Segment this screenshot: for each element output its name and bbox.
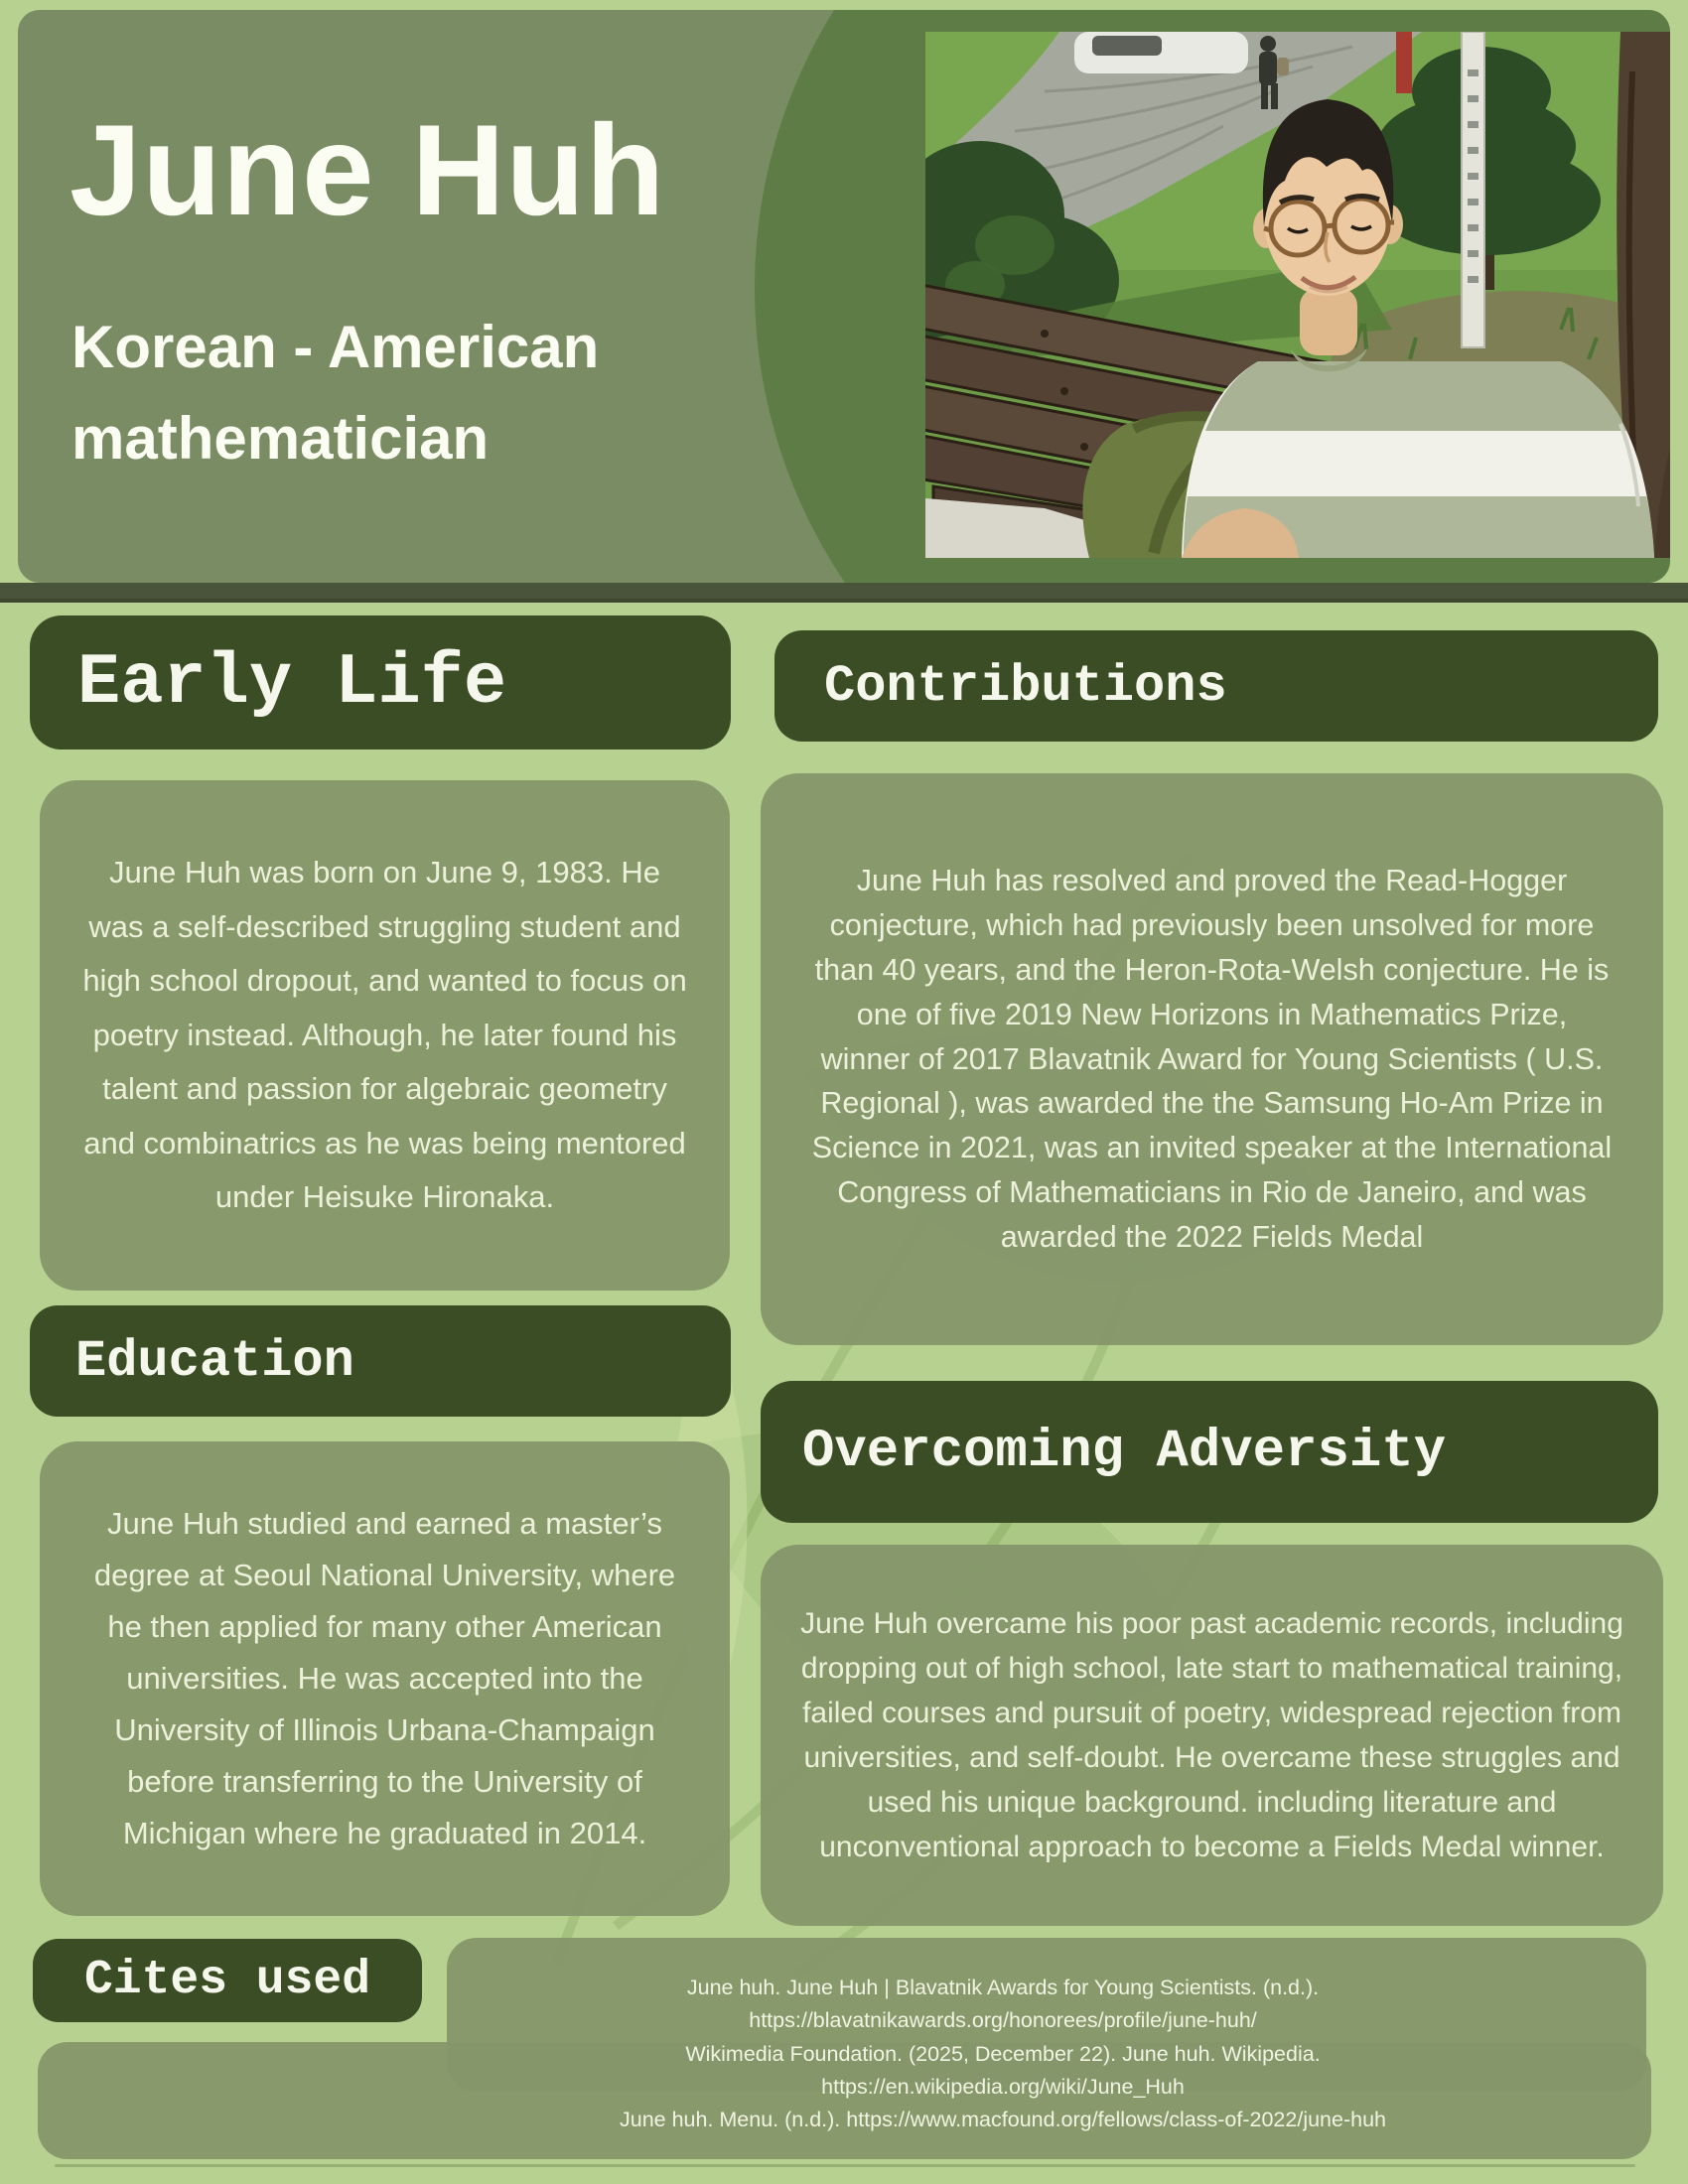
section-title-education xyxy=(30,1305,731,1417)
early-life-title-label: Early Life xyxy=(77,641,507,724)
citation-line: June huh. Menu. (n.d.). https://www.macfound.org/fellows/class-of-2022/june-huh xyxy=(619,2108,1387,2132)
sign-pole xyxy=(1462,32,1484,347)
park-scene xyxy=(925,32,1670,558)
page-subtitle: Korean - American mathematician xyxy=(71,314,600,472)
separator-bar xyxy=(0,583,1688,603)
citations-text xyxy=(397,1972,1609,2137)
citation-line: Wikimedia Foundation. (2025, December 22). June huh. Wikipedia. xyxy=(685,2041,1321,2066)
red-post xyxy=(1396,32,1412,93)
education-body: June Huh studied and earned a master’s degree at Seoul National University, where he then applied for many other American universities. He was accepted into the University of Illinois Urbana-Champaign before transferring to the University of Michigan where he graduated in 2014. xyxy=(93,1505,676,1851)
early-life-box xyxy=(40,780,730,1291)
page-title: June Huh xyxy=(70,97,666,242)
section-title-overcoming-adversity xyxy=(761,1381,1658,1523)
overcoming-adversity-box xyxy=(761,1545,1663,1926)
portrait-photo xyxy=(925,32,1670,558)
section-title-early-life xyxy=(30,615,731,750)
early-life-body: June Huh was born on June 9, 1983. He was a self-described struggling student and high school dropout, and wanted to focus on poetry instead. Although, he later found his talent and passion for algebraic geometry and combinatrics as he was being mentored under Heisuke Hironaka. xyxy=(82,855,687,1215)
section-title-contributions xyxy=(774,630,1658,742)
overcoming-adversity-title-label: Overcoming Adversity xyxy=(802,1422,1447,1482)
white-van xyxy=(1074,32,1248,73)
citation-line: June huh. June Huh | Blavatnik Awards for Young Scientists. (n.d.). xyxy=(686,1976,1320,1999)
contributions-title-label: Contributions xyxy=(824,656,1227,716)
contributions-box xyxy=(761,773,1663,1345)
section-title-cites-used xyxy=(33,1939,422,2022)
bottom-edge-line xyxy=(55,2164,1635,2167)
education-box xyxy=(40,1441,730,1916)
citation-line: https://en.wikipedia.org/wiki/June_Huh xyxy=(821,2074,1185,2099)
overcoming-adversity-body: June Huh overcame his poor past academic records, including dropping out of high school, late start to mathematical training, failed courses and pursuit of poetry, widespread rejection from universities, and self-doubt. He overcame these struggles and used his unique background. including literature and unconventional approach to become a Fields Medal winner. xyxy=(800,1607,1623,1863)
education-title-label: Education xyxy=(75,1331,354,1391)
contributions-body: June Huh has resolved and proved the Read-Hogger conjecture, which had previously been unsolved for more than 40 years, and the Heron-Rota-Welsh conjecture. He is one of five 2019 New Horizons in Mathematics Prize, winner of 2017 Blavatnik Award for Young Scientists ( U.S. Regional ), was awarded the the Samsung Ho-Am Prize in Science in 2021, was an invited speaker at the International Congress of Mathematicians in Rio de Janeiro, and was awarded the 2022 Fields Medal xyxy=(811,864,1613,1254)
citation-line: https://blavatnikawards.org/honorees/profile/june-huh/ xyxy=(749,2008,1257,2033)
cites-used-title-label: Cites used xyxy=(83,1954,371,2007)
header-banner xyxy=(18,10,1670,583)
